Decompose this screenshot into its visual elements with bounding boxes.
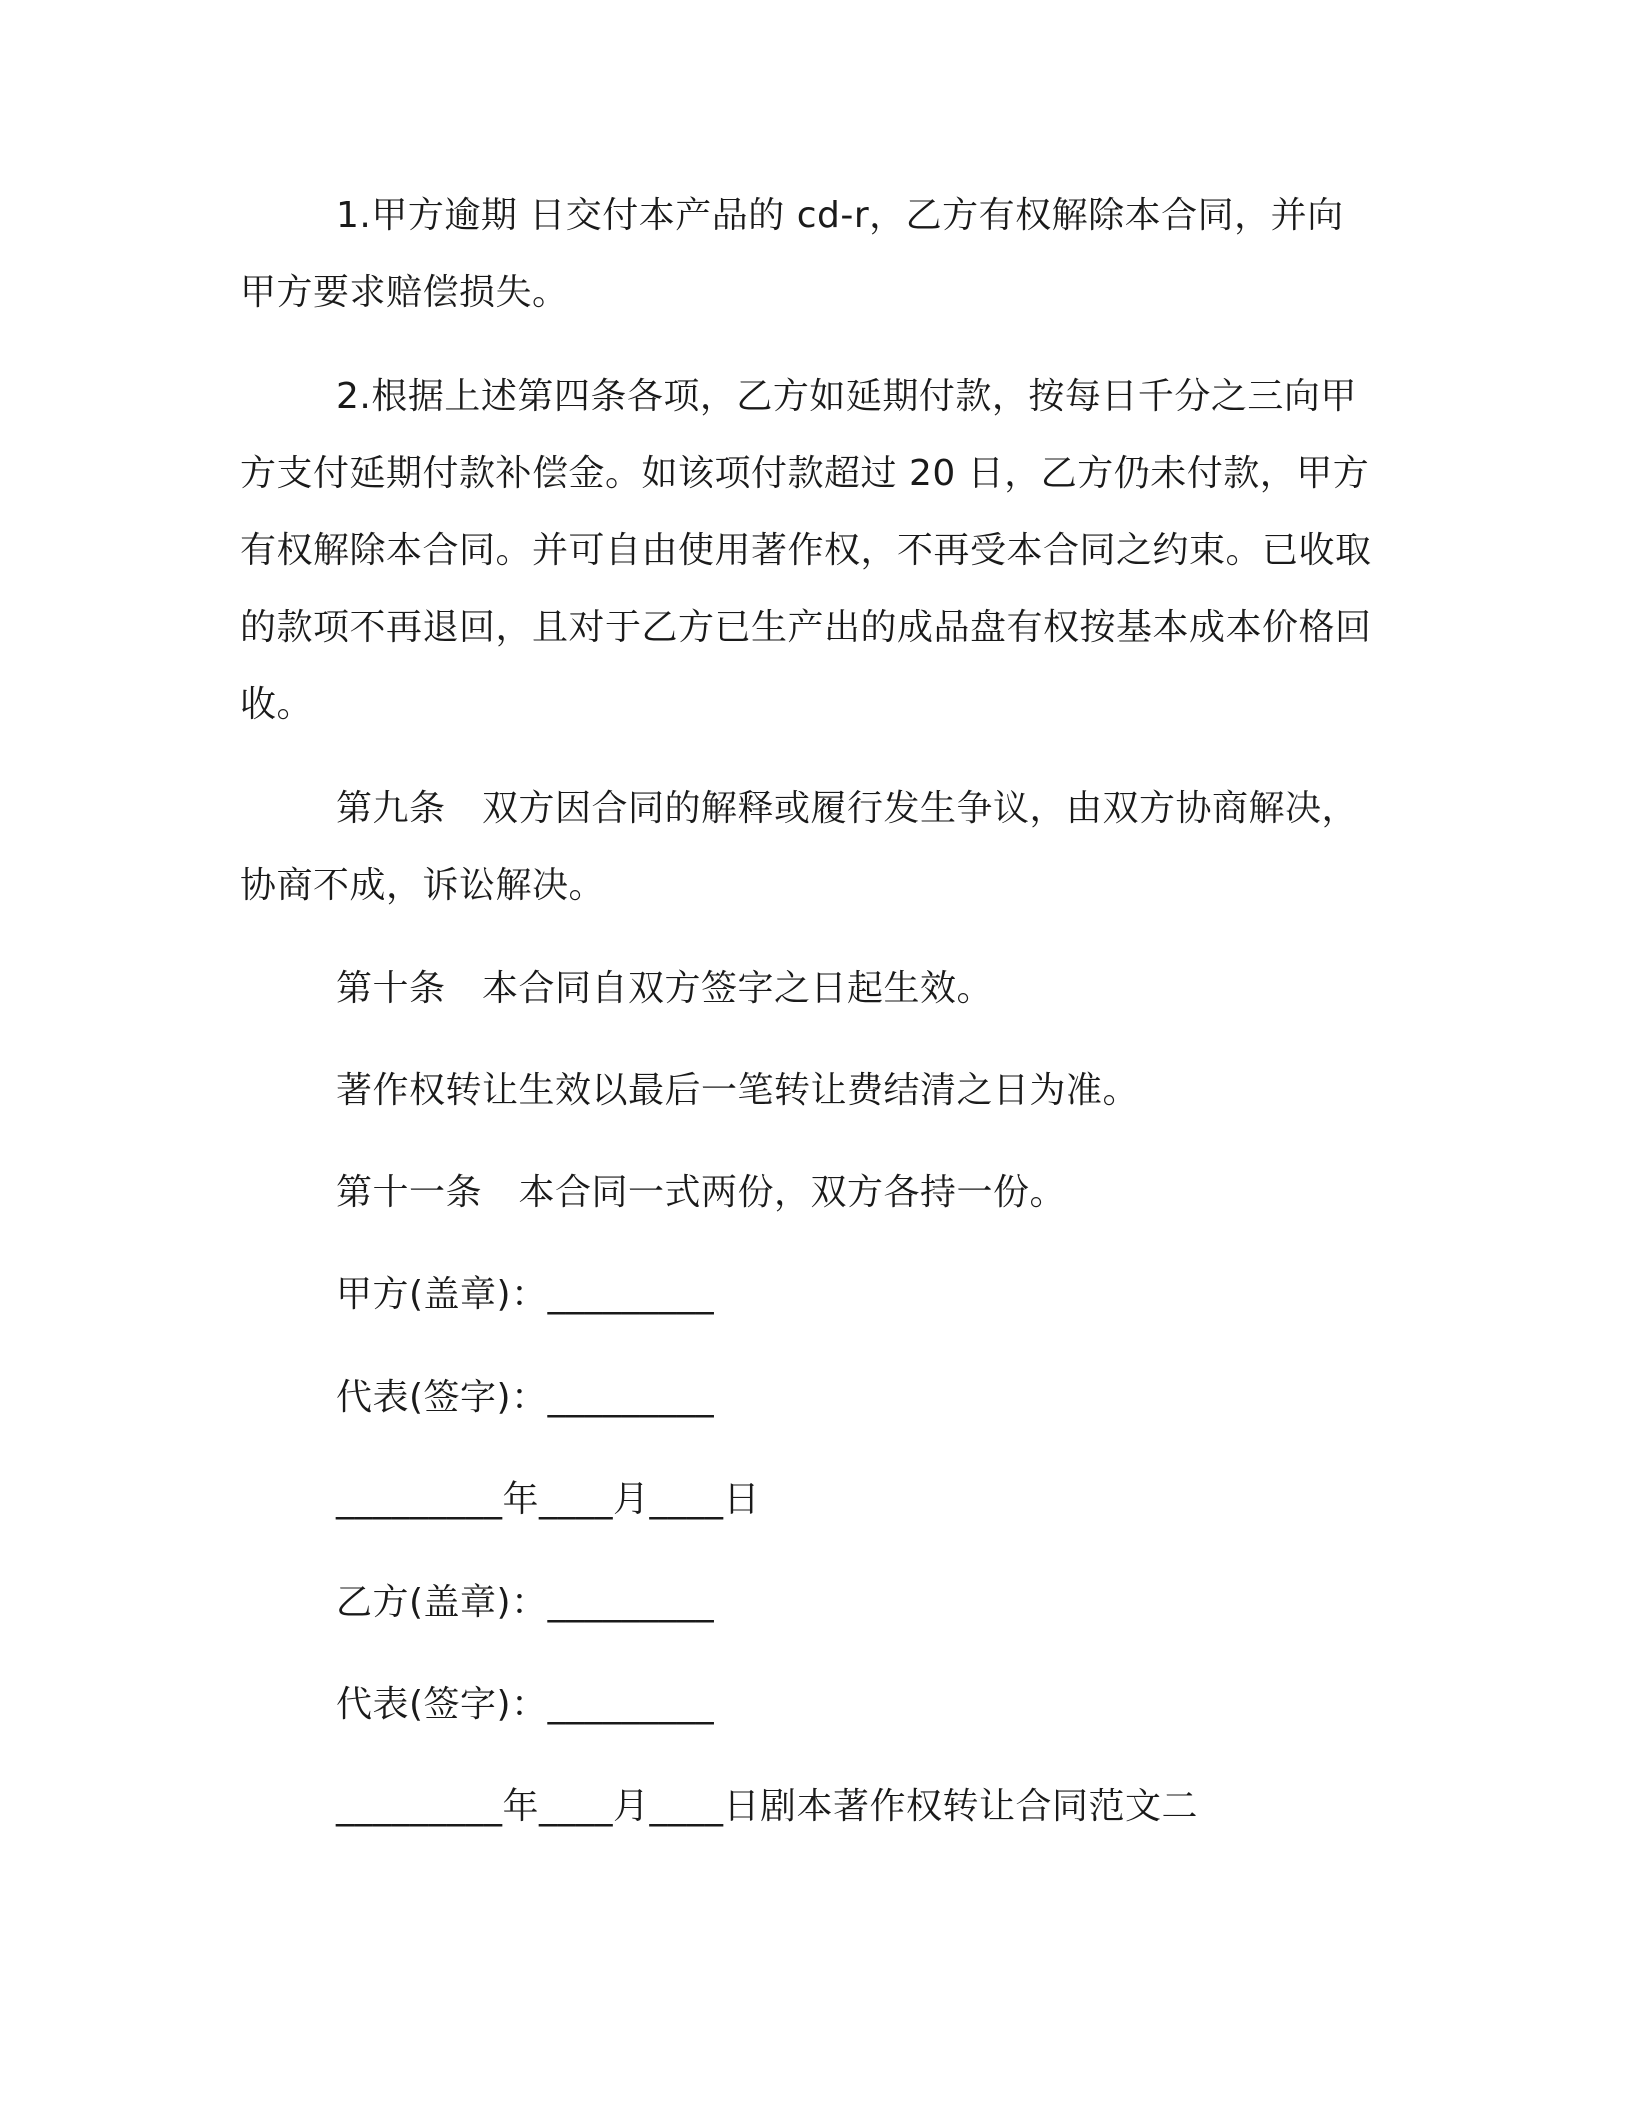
clause-paragraph-1: 1.甲方逾期 日交付本产品的 cd-r，乙方有权解除本合同，并向甲方要求赔偿损失。: [240, 195, 1344, 313]
party-a-representative-line: 代表(签字)：_________: [336, 1377, 715, 1418]
clause-paragraph-2: 2.根据上述第四条各项，乙方如延期付款，按每日千分之三向甲方支付延期付款补偿金。如该项付款超过 20 日，乙方仍未付款，甲方有权解除本合同。并可自由使用著作权，不再受本合同之约束。已收取的款项不再退回，且对于乙方已生产出的成品盘有权按基本成本价格回收。: [240, 376, 1372, 725]
party-b-date-line: _________年____月____日剧本著作权转让合同范文二: [336, 1786, 1199, 1827]
transfer-effective-paragraph: 著作权转让生效以最后一笔转让费结清之日为准。: [336, 1070, 1140, 1111]
article-11-paragraph: 第十一条 本合同一式两份，双方各持一份。: [336, 1172, 1067, 1213]
article-9-paragraph: 第九条 双方因合同的解释或履行发生争议，由双方协商解决，协商不成，诉讼解决。: [240, 788, 1359, 906]
party-b-representative-line: 代表(签字)：_________: [336, 1684, 715, 1725]
party-a-seal-line: 甲方(盖章)：_________: [336, 1274, 715, 1315]
party-b-seal-line: 乙方(盖章)：_________: [336, 1582, 715, 1623]
party-a-date-line: _________年____月____日: [336, 1479, 760, 1520]
article-10-paragraph: 第十条 本合同自双方签字之日起生效。: [336, 968, 994, 1009]
